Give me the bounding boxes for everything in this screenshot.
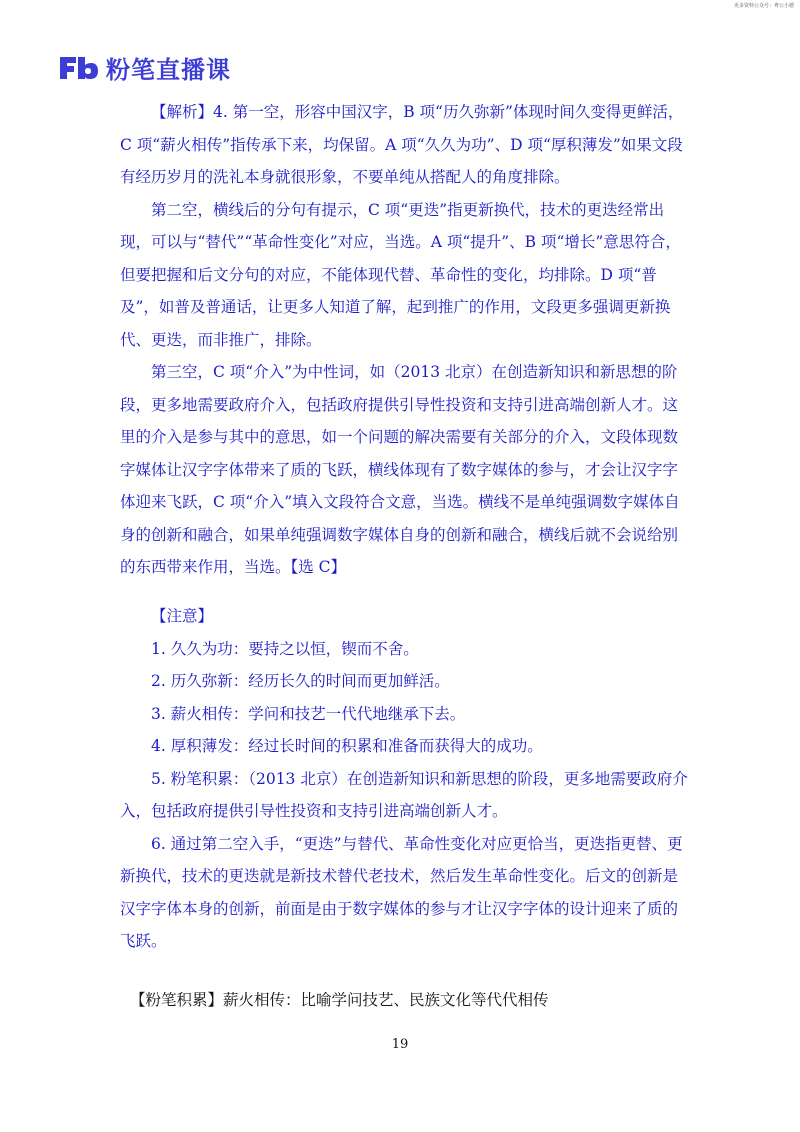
note-item: 1. 久久为功：要持之以恒，锲而不舍。 — [151, 639, 419, 658]
fb-logo-icon — [58, 54, 100, 82]
note-item: 5. 粉笔积累：（2013 北京）在创造新知识和新思想的阶段，更多地需要政府介入，包括政府提供引导性投资和支持引进高端创新人才。 — [120, 769, 688, 820]
note-item: 6. 通过第二空入手，“更迭”与替代、革命性变化对应更恰当，更迭指更替、更新换代，技术的更迭就是新技术替代老技术，然后发生革命性变化。后文的创新是汉字字体本身的创新，前面是由于数字媒体的参与才让汉字字体的设计迎来了质的飞跃。 — [120, 834, 683, 950]
analysis-paragraph-2: 第二空，横线后的分句有提示，C 项“更迭”指更新换代，技术的更迭经常出现，可以与“替代”“革命性变化”对应，当选。A 项“提升”、B 项“增长”意思符合，但要把握和后文分句的对应，不能体现代替、革命性的变化，均排除。D 项“普及”，如普及普通话，让更多人知道了解，起到推广的作用，文段更多强调更新换代、更迭，而非推广，排除。 — [120, 200, 681, 349]
page-number: 19 — [391, 1037, 409, 1052]
note-item: 3. 薪火相传：学问和技艺一代代地继承下去。 — [151, 704, 466, 723]
analysis-paragraph-3: 第三空，C 项“介入”为中性词，如（2013 北京）在创造新知识和新思想的阶段，更多地需要政府介入，包括政府提供引导性投资和支持引进高端创新人才。这里的介入是参与其中的意思，如一个问题的解决需要有关部分的介入，文段体现数字媒体让汉字字体带来了质的飞跃，横线体现有了数字媒体的参与，才会让汉字字体迎来飞跃，C 项“介入”填入文段符合文意，当选。横线不是单纯强调数字媒体自身的创新和融合，如果单纯强调数字媒体自身的创新和融合，横线后就不会说给别的东西带来作用，当选。【选 C】 — [120, 363, 680, 576]
note-item: 2. 历久弥新：经历长久的时间而更加鲜活。 — [151, 672, 450, 690]
notes-section — [120, 600, 690, 958]
notes-heading: 【注意】 — [151, 607, 214, 625]
accumulation-line: 【粉笔积累】薪火相传：比喻学问技艺、民族文化等代代相传 — [130, 991, 549, 1009]
logo-text: 粉笔直播课 — [106, 56, 231, 84]
analysis-paragraph-1: 【解析】4. 第一空，形容中国汉字，B 项“历久弥新”体现时间久变得更鲜活，C 项“薪火相传”指传承下来，均保留。A 项“久久为功”、D 项“厚积薄发”如果文段有经历岁月的洗礼本身就很形象，不要单纯从搭配人的角度排除。 — [120, 103, 684, 186]
corner-watermark-note: 更多资料公众号：粤公小德 — [733, 3, 794, 9]
brand-logo — [58, 50, 231, 85]
analysis-section — [120, 96, 690, 584]
note-item: 4. 厚积薄发：经过长时间的积累和准备而获得大的成功。 — [151, 737, 543, 755]
